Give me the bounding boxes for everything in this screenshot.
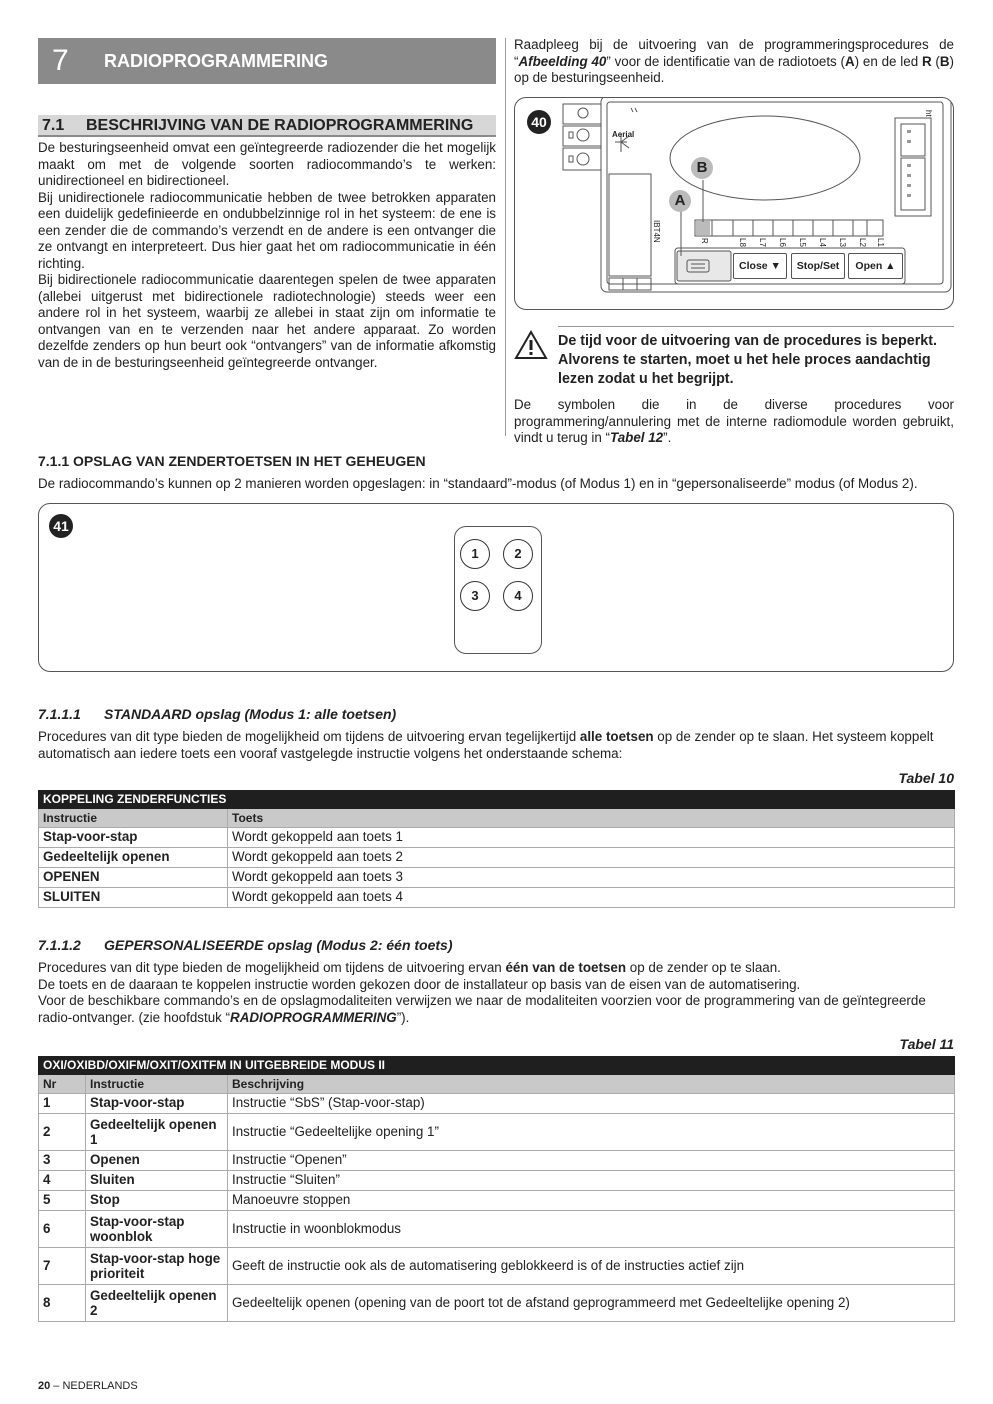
table-cell: Stap-voor-stap woonblok	[86, 1211, 228, 1248]
table-cell: Openen	[86, 1151, 228, 1171]
table-cell: Instructie in woonblokmodus	[228, 1211, 955, 1248]
table-cell: 2	[39, 1114, 86, 1151]
table-cell: Manoeuvre stoppen	[228, 1191, 955, 1211]
symbols-text	[514, 397, 954, 447]
intro-text	[38, 140, 496, 371]
callout-a: A	[669, 190, 691, 212]
led-label: L7	[758, 238, 767, 247]
table-row	[39, 1211, 955, 1248]
table-cell: Gedeeltelijk openen 2	[86, 1285, 228, 1322]
table-cell: 4	[39, 1171, 86, 1191]
table-11-caption: Tabel 11	[899, 1036, 954, 1052]
subsection-7112-paragraph-1	[38, 960, 956, 977]
page-language: – NEDERLANDS	[50, 1380, 138, 1392]
table-row	[39, 1191, 955, 1211]
table-cell: 8	[39, 1285, 86, 1322]
table-cell: Sluiten	[86, 1171, 228, 1191]
subsection-7112-text-3a: Voor de beschikbare commando’s en de opslagmodaliteiten verwijzen we naar de modaliteiten voorzien voor de programmering van de geïntegreerde radio-ontvanger. (zie hoofdstuk “	[38, 993, 926, 1025]
symbols-text-1: De symbolen die in de diverse procedures voor programmering/annulering met de interne radiomodule worden gebruikt, vindt u terug in “	[514, 397, 954, 445]
table-11-header: Nr	[39, 1075, 86, 1094]
consult-text-2: ” voor de identificatie van de radiotoets (	[606, 53, 845, 69]
table-10-header: Toets	[228, 809, 955, 828]
table-11-title: OXI/OXIBD/OXIFM/OXIT/OXITFM IN UITGEBREIDE MODUS II	[39, 1057, 955, 1075]
remote-key-1: 1	[460, 539, 490, 569]
led-label: L2	[858, 238, 867, 247]
led-label: L6	[778, 238, 787, 247]
figure-40-reference: Afbeelding 40	[518, 53, 607, 69]
subsection-7112-text	[38, 960, 956, 1026]
table-cell: Wordt gekoppeld aan toets 3	[228, 868, 955, 888]
remote-key-2: 2	[503, 539, 533, 569]
subsection-7111-heading	[38, 706, 396, 723]
table-row	[39, 868, 955, 888]
page-number: 20	[38, 1380, 51, 1392]
subsection-7112-title: GEPERSONALISEERDE opslag (Modus 2: één toets)	[104, 937, 453, 953]
ibt4n-label: IBT4N	[652, 220, 661, 243]
open-button: Open ▲	[848, 253, 903, 279]
remote-key-3: 3	[460, 581, 490, 611]
table-cell: Instructie “Openen”	[228, 1151, 955, 1171]
table-row	[39, 1248, 955, 1285]
table-row	[39, 1151, 955, 1171]
page-footer	[38, 1378, 138, 1395]
table-row	[39, 848, 955, 868]
column-divider	[505, 38, 506, 436]
section-title: RADIOPROGRAMMERING	[104, 51, 328, 71]
figure-40-board	[514, 97, 954, 310]
table-cell: OPENEN	[39, 868, 228, 888]
table-row	[39, 1114, 955, 1151]
table-10-caption: Tabel 10	[898, 770, 954, 786]
table-10-header: Instructie	[39, 809, 228, 828]
table-cell: Instructie “Sluiten”	[228, 1171, 955, 1191]
warning-text: De tijd voor de uitvoering van de procedures is beperkt. Alvorens te starten, moet u het hele proces aandachtig lezen zodat u het begrijpt.	[558, 333, 937, 387]
subsection-71-title: BESCHRIJVING VAN DE RADIOPROGRAMMERING	[86, 117, 474, 134]
subsection-7111-title: STANDAARD opslag (Modus 1: alle toetsen)	[104, 706, 397, 722]
table-cell: Wordt gekoppeld aan toets 1	[228, 828, 955, 848]
table-cell: 7	[39, 1248, 86, 1285]
table-cell: Geeft de instructie ook als de automatisering geblokkeerd is of de instructies actief zijn	[228, 1248, 955, 1285]
subsection-71-heading	[38, 115, 496, 137]
led-label: L1	[876, 238, 885, 247]
subsection-7112-text-1a: Procedures van dit type bieden de mogelijkheid om tijdens de uitvoering ervan	[38, 960, 506, 975]
symbols-text-2: ”.	[663, 430, 672, 445]
subsection-7111-text	[38, 729, 956, 762]
table-cell: Stap-voor-stap	[39, 828, 228, 848]
table-12-reference: Tabel 12	[610, 430, 664, 445]
intro-paragraph-3: Bij bidirectionele radiocommunicatie daarentegen spelen de twee apparaten (allebei uitgerust met bidirectionele radiotechnologie) steeds weer een andere rol in het systeem, waarbij ze allebei in staat zijn om informatie te ontvangen van en te verzenden naar het andere apparaat. Zo worden dezelfde zenders op hun beurt ook “ontvangers” van de informatie afkomstig van de in de besturingseenheid geïntegreerde ontvanger.	[38, 272, 496, 370]
table-10-title: KOPPELING ZENDERFUNCTIES	[39, 791, 955, 809]
table-cell: Gedeeltelijk openen (opening van de poort tot de afstand geprogrammeerd met Gedeeltelijke opening 2)	[228, 1285, 955, 1322]
subsection-7112-paragraph-2: De toets en de daaraan te koppelen instructie worden gekozen door de installateur op basis van de eisen van de automatisering.	[38, 976, 801, 992]
table-row	[39, 1285, 955, 1322]
table-cell: Stap-voor-stap	[86, 1094, 228, 1114]
callout-b: B	[691, 157, 713, 179]
remote-key-4: 4	[503, 581, 533, 611]
section-banner	[38, 38, 496, 84]
subsection-7111-bold: alle toetsen	[579, 729, 654, 744]
table-cell: 6	[39, 1211, 86, 1248]
intro-paragraph-2: Bij unidirectionele radiocommunicatie hebben de twee betrokken apparaten een duidelijk gedefinieerde en ondubbelzinnige rol in het systeem: de ene is een zender die de commando’s verzendt en de andere is een ontvanger die ze ontvangt en interpreteert. Dus hier gaat het om radiocommunicatie in één richting.	[38, 189, 496, 271]
consult-text-1: Raadpleeg bij de uitvoering van de programmeringsprocedures de “	[514, 37, 954, 69]
led-label: L3	[838, 238, 847, 247]
table-row	[39, 1171, 955, 1191]
table-cell: Instructie “Gedeeltelijke opening 1”	[228, 1114, 955, 1151]
table-cell: Stop	[86, 1191, 228, 1211]
led-label: L5	[798, 238, 807, 247]
table-row	[39, 888, 955, 908]
consult-text-4: (	[931, 53, 940, 69]
table-11-header: Instructie	[86, 1075, 228, 1094]
subsection-7112-number: 7.1.1.2	[38, 937, 81, 953]
warning-icon	[514, 330, 548, 360]
table-cell: Gedeeltelijk openen	[39, 848, 228, 868]
table-11-header: Beschrijving	[228, 1075, 955, 1094]
consult-text-5: ) op de besturingseenheid.	[514, 53, 954, 85]
subsection-7112-bold: één van de toetsen	[505, 960, 627, 975]
table-cell: Gedeeltelijk openen 1	[86, 1114, 228, 1151]
table-cell: 5	[39, 1191, 86, 1211]
table-cell: Instructie “SbS” (Stap-voor-stap)	[228, 1094, 955, 1114]
subsection-711-title: 7.1.1 OPSLAG VAN ZENDERTOETSEN IN HET GEHEUGEN	[38, 453, 426, 469]
table-cell: Stap-voor-stap hoge prioriteit	[86, 1248, 228, 1285]
led-label: L4	[818, 238, 827, 247]
consult-text-3: ) en de led	[854, 53, 922, 69]
subsection-7111-number: 7.1.1.1	[38, 706, 81, 722]
consult-label-a: A	[845, 53, 855, 69]
table-row	[39, 1094, 955, 1114]
table-cell: 1	[39, 1094, 86, 1114]
radioprogrammering-reference: RADIOPROGRAMMERING	[230, 1009, 397, 1025]
consult-label-b: B	[939, 53, 950, 69]
subsection-711-text: De radiocommando’s kunnen op 2 manieren worden opgeslagen: in “standaard”-modus (of Modus 1) en in “gepersonaliseerde” modus (of Modus 2).	[38, 476, 918, 491]
figure-41-badge: 41	[49, 514, 73, 538]
stop-set-button: Stop/Set	[791, 253, 845, 279]
table-cell: 3	[39, 1151, 86, 1171]
subsection-7112-text-3c: ”).	[396, 1009, 410, 1025]
warning-rule	[558, 326, 954, 327]
table-cell: Wordt gekoppeld aan toets 4	[228, 888, 955, 908]
subsection-7111-text-1: Procedures van dit type bieden de mogelijkheid om tijdens de uitvoering ervan tegelijkertijd	[38, 729, 580, 744]
figure-40-badge: 40	[527, 110, 551, 134]
table-10	[38, 790, 955, 908]
close-button: Close ▼	[733, 253, 787, 279]
subsection-7111-text-2: op de zender op te slaan. Het systeem koppelt automatisch aan iedere toets een vooraf vastgelegde instructie volgens het onderstaande schema:	[38, 729, 934, 761]
subsection-71-number: 7.1	[42, 117, 65, 134]
ht-label: ht	[924, 110, 933, 117]
subsection-7112-heading	[38, 937, 453, 954]
table-row	[39, 828, 955, 848]
consult-text	[514, 37, 954, 87]
table-11	[38, 1056, 955, 1322]
led-label: L8	[738, 238, 747, 247]
aerial-label: Aerial	[612, 130, 635, 139]
subsection-7112-paragraph-3	[38, 993, 956, 1026]
table-cell: SLUITEN	[39, 888, 228, 908]
led-label: R	[700, 238, 709, 244]
consult-label-r: R	[921, 53, 932, 69]
table-cell: Wordt gekoppeld aan toets 2	[228, 848, 955, 868]
subsection-7112-text-1c: op de zender op te slaan.	[626, 960, 781, 975]
section-number: 7	[52, 44, 69, 77]
intro-paragraph-1: De besturingseenheid omvat een geïntegreerde radiozender die het mogelijk maakt om met de volgende soorten radiocommando’s te werken: unidirectioneel en bidirectioneel.	[38, 140, 496, 188]
figure-41-remote	[38, 503, 954, 672]
